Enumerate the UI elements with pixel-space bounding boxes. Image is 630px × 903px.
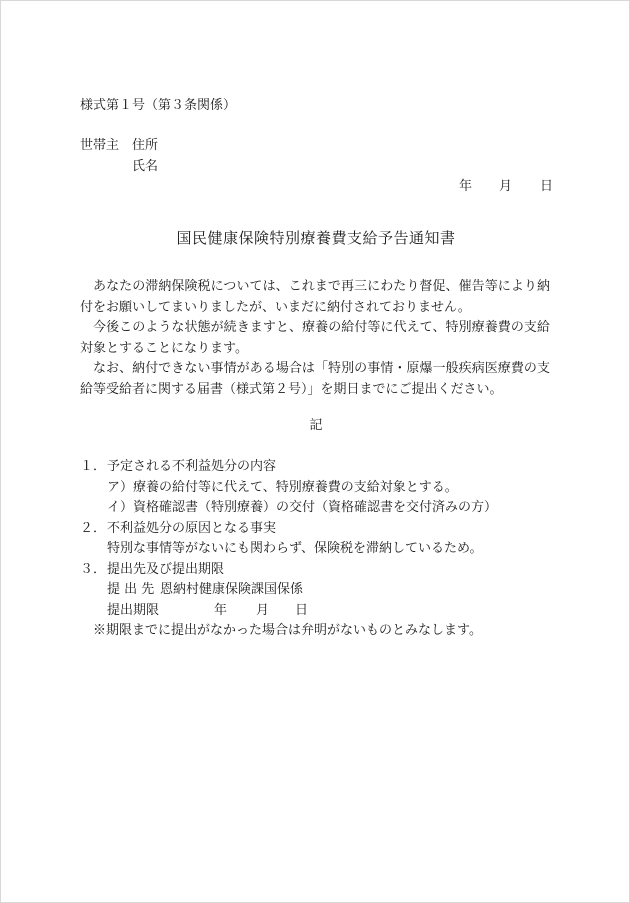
submit-to-row — [80, 581, 580, 602]
note-row — [80, 622, 580, 643]
deadline-label: 提出期限 — [107, 602, 160, 618]
ki-marker: 記 — [309, 418, 323, 433]
item-heading: 提出先及び提出期限 — [107, 561, 225, 577]
householder-label: 世帯主 — [80, 138, 120, 153]
list-item — [80, 458, 580, 479]
note-text: ※期限までに提出がなかった場合は弁明がないものとみなします。 — [93, 623, 482, 638]
list-item-line — [80, 479, 580, 500]
item-line: 特別な事情等がないにも関わらず、保険税を滞納しているため。 — [107, 541, 483, 556]
item-heading: 不利益処分の原因となる事実 — [107, 520, 277, 536]
issue-date-day: 日 — [540, 179, 554, 194]
issue-date-month: 月 — [499, 179, 513, 194]
item-line: ア）療養の給付等に代えて、特別療養費の支給対象とする。 — [107, 479, 458, 495]
list-item — [80, 520, 580, 541]
list-item-line — [80, 499, 580, 520]
item-line: イ）資格確認書（特別療養）の交付（資格確認書を交付済みの方） — [107, 500, 498, 515]
deadline-year: 年 — [214, 602, 228, 618]
item-number: ２． — [80, 520, 107, 536]
householder-name-label: 氏名 — [132, 159, 159, 174]
item-number: ３． — [80, 561, 107, 577]
form-number: 様式第１号（第３条関係） — [80, 98, 237, 113]
notice-body — [80, 277, 550, 400]
issue-date-year: 年 — [459, 179, 473, 194]
item-number: １． — [80, 459, 107, 474]
list-item — [80, 561, 580, 582]
submit-to-value: 恩納村健康保険課国保係 — [160, 582, 304, 597]
deadline-day: 日 — [295, 602, 309, 618]
householder-address-label: 住所 — [132, 138, 159, 153]
item-heading: 予定される不利益処分の内容 — [107, 459, 277, 474]
list-item-line — [80, 540, 580, 561]
paragraph: なお、納付できない事情がある場合は「特別の事情・原爆一般疾病医療費の支給等受給者に関する届書（様式第２号）」を期日までにご提出ください。 — [80, 361, 550, 397]
item-list — [80, 458, 580, 643]
paragraph: 今後このような状態が続きますと、療養の給付等に代えて、特別療養費の支給対象とすることになります。 — [80, 320, 550, 356]
submit-to-label: 提 出 先 — [107, 582, 155, 597]
deadline-row — [80, 602, 580, 623]
document-title: 国民健康保険特別療養費支給予告通知書 — [176, 229, 456, 247]
paragraph: あなたの滞納保険税については、これまで再三にわたり督促、催告等により納付をお願いしてまいりましたが、いまだに納付されておりません。 — [80, 279, 550, 315]
deadline-month: 月 — [256, 602, 270, 618]
